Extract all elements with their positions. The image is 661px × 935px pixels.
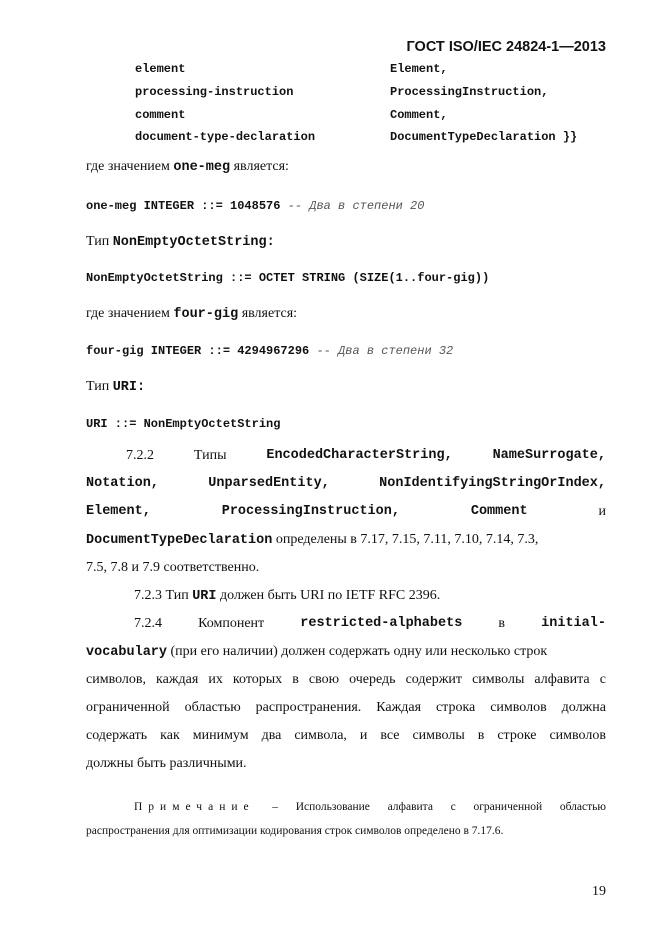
one-meg-comment: -- Два в степени 20 [287, 199, 425, 213]
code-left-comment: comment [135, 108, 186, 122]
note-label: Примечание [134, 801, 255, 813]
four-gig-intro: где значением four-gig является: [86, 306, 298, 322]
p724-line3: символов, каждая их которых в свою очередь содержит символы алфавита с [86, 672, 606, 687]
code-left-element: element [135, 62, 186, 76]
p722-line4: DocumentTypeDeclaration определены в 7.17, 7.15, 7.11, 7.10, 7.14, 7.3, [86, 532, 539, 548]
p722-line5: 7.5, 7.8 и 7.9 соответственно. [86, 560, 260, 575]
p724-line5: содержать как минимум два символа, и все символы в строке символов [86, 728, 606, 743]
note-line1: Примечание – Использование алфавита с ограниченной областью [134, 801, 606, 813]
uri-keyword-inline: URI [192, 589, 217, 604]
code-left-processing-instruction: processing-instruction [135, 85, 294, 99]
p722-line1: 7.2.2 Типы EncodedCharacterString, NameSurrogate, [126, 448, 606, 463]
type-nonempty-heading: Тип NonEmptyOctetString: [86, 234, 275, 250]
code-right-doctype: DocumentTypeDeclaration }} [390, 130, 578, 144]
p724-line6: должны быть различными. [86, 756, 247, 771]
p722-line2: Notation, UnparsedEntity, NonIdentifyingStringOrIndex, [86, 476, 606, 491]
code-right-comment: Comment, [390, 108, 448, 122]
nonempty-definition: NonEmptyOctetString ::= OCTET STRING (SIZE(1..four-gig)) [86, 271, 490, 285]
nonempty-keyword: NonEmptyOctetString: [112, 235, 275, 250]
one-meg-intro: где значением one-meg является: [86, 159, 289, 175]
note-line2: распространения для оптимизации кодирования строк символов определено в 7.17.6. [86, 825, 504, 837]
one-meg-definition: one-meg INTEGER ::= 1048576 -- Два в степени 20 [86, 199, 425, 213]
four-gig-comment: -- Два в степени 32 [316, 344, 454, 358]
page-number: 19 [592, 884, 606, 899]
type-uri-heading: Тип URI: [86, 379, 146, 395]
document-header: ГОСТ ISO/IEC 24824-1—2013 [406, 39, 606, 55]
p724-line1: 7.2.4 Компонент restricted-alphabets в initial- [134, 616, 606, 631]
code-right-element: Element, [390, 62, 448, 76]
p722-line3: Element, ProcessingInstruction, Comment и [86, 504, 606, 519]
code-left-doctype: document-type-declaration [135, 130, 316, 144]
uri-definition: URI ::= NonEmptyOctetString [86, 417, 281, 431]
four-gig-keyword: four-gig [173, 307, 239, 322]
p724-line2: vocabulary (при его наличии) должен содержать одну или несколько строк [86, 644, 548, 660]
p723: 7.2.3 Тип URI должен быть URI по IETF RFC 2396. [134, 588, 441, 604]
uri-keyword: URI: [112, 380, 146, 395]
p724-line4: ограниченной областью распространения. Каждая строка символов должна [86, 700, 606, 715]
four-gig-definition: four-gig INTEGER ::= 4294967296 -- Два в степени 32 [86, 344, 454, 358]
one-meg-keyword: one-meg [173, 160, 231, 175]
code-right-processing-instruction: ProcessingInstruction, [390, 85, 549, 99]
